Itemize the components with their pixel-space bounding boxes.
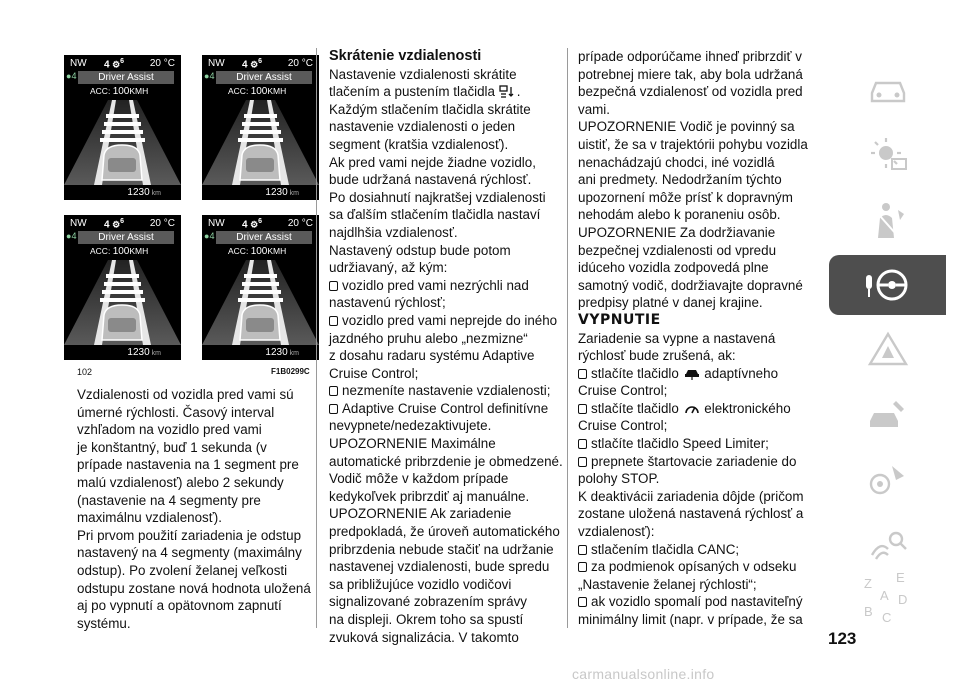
tab-safety[interactable] <box>829 190 946 250</box>
outside-temperature: 20 °C <box>287 218 313 229</box>
dashboard-panel <box>64 55 181 200</box>
distance-indicator: ●4 <box>204 231 215 241</box>
cruise-control-icon <box>683 402 701 415</box>
odometer: 1230 km <box>127 187 161 198</box>
svg-text:Z: Z <box>863 575 872 591</box>
alphabet-index-icon <box>858 570 918 626</box>
tab-dashboard[interactable] <box>829 60 946 120</box>
acc-readout: ACC: 100KMH <box>228 86 287 97</box>
page-number: 123 <box>828 629 857 648</box>
list-item: stlačíte tlačidlo Speed Limiter; <box>578 435 823 453</box>
compass-heading: NW <box>70 58 87 69</box>
odometer: 1230 km <box>127 347 161 358</box>
body-text-line: (nastavenie na 4 segmenty pre <box>77 492 261 508</box>
body-text-line: Pri prvom použití zariadenia je odstup <box>77 527 302 543</box>
tab-maintenance[interactable] <box>829 385 946 445</box>
svg-text:A: A <box>879 587 889 603</box>
list-item: stlačíte tlačidlo elektronického <box>578 400 823 418</box>
odometer: 1230 km <box>265 347 299 358</box>
multimedia-icon <box>866 525 910 565</box>
compass-heading: NW <box>208 58 225 69</box>
outside-temperature: 20 °C <box>149 218 175 229</box>
figure-number: 102 <box>77 367 93 377</box>
acc-readout: ACC: 100KMH <box>90 86 149 97</box>
driver-assist-bar: Driver Assist <box>216 231 312 244</box>
dashboard-panel <box>202 215 319 360</box>
tab-index[interactable] <box>829 565 946 630</box>
outside-temperature: 20 °C <box>149 58 175 69</box>
odometer: 1230 km <box>265 187 299 198</box>
steering-wheel-icon <box>860 263 916 307</box>
list-item: prepnete štartovacie zariadenie do <box>578 453 823 471</box>
warning-triangle-icon <box>866 330 910 370</box>
road-distance-graphic <box>202 100 319 185</box>
dashboard-panel <box>202 55 319 200</box>
distance-indicator: ●4 <box>66 71 77 81</box>
column-divider <box>567 48 568 628</box>
sun-light-icon <box>866 135 910 175</box>
body-text-line: systému. <box>77 615 131 631</box>
body-text-line: úmerné rýchlosti. Časový interval <box>77 404 275 420</box>
list-item: stlačením tlačidla CANC; <box>578 541 823 559</box>
list-item: vozidlo pred vami neprejde do iného <box>329 312 564 330</box>
body-text-line: odstup). Po zvolení želanej veľkosti <box>77 562 288 578</box>
dashboard-panel <box>64 215 181 360</box>
adaptive-cruise-icon <box>683 367 701 380</box>
driver-assist-bar: Driver Assist <box>216 71 312 84</box>
distance-indicator: ●4 <box>204 71 215 81</box>
body-text-line: aj po vypnutí a opätovnom zapnutí <box>77 598 282 614</box>
watermark: carmanualsonline.info <box>572 666 715 682</box>
driver-assist-bar: Driver Assist <box>78 71 174 84</box>
column-3: prípade odporúčame ihneď pribrzdiť v potrebnej miere tak, aby bola udržaná bezpečná vzdialenosť od vozidla pred vami. UPOZORNENIE Vodič je povinný sa uistiť, že sa v trajektórii pohybu vozidla nenachádzajú chodci, iné vozidlá ani predmety. Nedodržaním týchto upozornení môže prísť k dopravným nehodám alebo k poraneniu osôb. UPOZORNENIE Za dodržiavanie bezpečnej vzdialenosti od vpredu idúceho vozidla zodpovedá plne samotný vodič, dodržiavajte dopravné predpisy platné v danej krajine. VYPNUTIE Zariadenie sa vypne a nastavená rýchlosť bude zrušená, ak: stlačíte tlačidlo adaptívneho Cruise Control; stlačíte tlačidlo elektronického Cruise Control; stlačíte tlačidlo Speed Limiter; prepnete štartovacie zariadenie do polohy STOP. K deaktivácii zariadenia dôjde (pričom zostane uložená nastavená rýchlosť a vzdialenosť): stlačením tlačidla CANC; za podmienok opísaných v odseku „Nastavenie želanej rýchlosti“; ak vozidlo spomalí pod nastaviteľný minimálny limit (napr. v prípade, že sa <box>578 48 823 629</box>
body-text-line: Vzdialenosti od vozidla pred vami sú <box>77 387 294 402</box>
list-item: Adaptive Cruise Control definitívne <box>329 400 564 418</box>
svg-text:C: C <box>881 609 891 625</box>
tab-lights[interactable] <box>829 125 946 185</box>
gear-indicator: 4 ⚙$^6$ <box>242 218 263 231</box>
tab-technical-data[interactable] <box>829 450 946 510</box>
gear-indicator: 4 ⚙$^6$ <box>104 58 125 71</box>
distance-button-icon <box>499 85 517 98</box>
svg-text:D: D <box>897 591 907 607</box>
compass-heading: NW <box>208 218 225 229</box>
body-text-line: vzhľadom na vozidlo pred vami <box>77 422 262 438</box>
acc-readout: ACC: 100KMH <box>228 246 287 257</box>
tab-starting-driving[interactable] <box>829 255 946 315</box>
section-heading: VYPNUTIE <box>578 311 661 328</box>
body-text-line: je konštantný, buď 1 sekunda (v <box>77 439 267 455</box>
list-item: stlačíte tlačidlo adaptívneho <box>578 365 823 383</box>
column-2: Skrátenie vzdialenosti Nastavenie vzdialenosti skrátite tlačením a pustením tlačidla . Každým stlačením tlačidla skrátite nastavenie vzdialenosti o jeden segment (kratšia vzdialenosť). Ak pred vami nejde žiadne vozidlo, bude udržaná nastavená rýchlosť. Po dosiahnutí najkratšej vzdialenosti sa ďalším stlačením tlačidla nastaví najdlhšia vzdialenosť. Nastavený odstup bude potom udržiavaný, až kým: vozidlo pred vami nezrýchli nad nastavenú rýchlosť; vozidlo pred vami neprejde do iného jazdného pruhu alebo „nezmizne“ z dosahu radaru systému Adaptive Cruise Control; nezmeníte nastavenie vzdialenosti; Adaptive Cruise Control definitívne nevypnete/nedezaktivujete. UPOZORNENIE Maximálne automatické pribrzdenie je obmedzené. Vodič môže v každom prípade kedykoľvek pribrzdiť aj manuálne. UPOZORNENIE Ak zariadenie predpokladá, že úroveň automatického pribrzdenia nebude stačiť na udržanie nastavenej vzdialenosti, bude spredu sa približujúce vozidlo vodičovi signalizované zobrazením správy na displeji. Okrem toho sa spustí zvuková signalizácia. V takomto <box>329 48 563 645</box>
outside-temperature: 20 °C <box>287 58 313 69</box>
gear-indicator: 4 ⚙$^6$ <box>242 58 263 71</box>
body-text-line: maximálnu vzdialenosť). <box>77 510 222 526</box>
body-text-line: prípade nastavenia na 1 segment pre <box>77 457 299 473</box>
body-text-line: nastavený na 4 segmenty (maximálny <box>77 545 302 561</box>
car-service-icon <box>866 395 910 435</box>
section-heading: Skrátenie vzdialenosti <box>329 48 482 64</box>
distance-indicator: ●4 <box>66 231 77 241</box>
list-item: za podmienok opísaných v odseku <box>578 558 823 576</box>
road-distance-graphic <box>64 260 181 345</box>
seat-belt-icon <box>866 200 910 240</box>
list-item: vozidlo pred vami nezrýchli nad <box>329 277 564 295</box>
compass-heading: NW <box>70 218 87 229</box>
body-text-line: malú vzdialenosť) alebo 2 sekundy <box>77 474 284 490</box>
tab-emergency[interactable] <box>829 320 946 380</box>
road-distance-graphic <box>64 100 181 185</box>
list-item: nezmeníte nastavenie vzdialenosti; <box>329 382 564 400</box>
column-divider <box>316 48 317 628</box>
body-text-line: odstupu zostane nová hodnota uložená <box>77 580 311 596</box>
svg-text:E: E <box>895 569 905 585</box>
acc-readout: ACC: 100KMH <box>90 246 149 257</box>
technical-data-icon <box>866 460 910 500</box>
driver-assist-bar: Driver Assist <box>78 231 174 244</box>
gear-indicator: 4 ⚙$^6$ <box>104 218 125 231</box>
car-dashboard-icon <box>866 73 910 107</box>
list-item: ak vozidlo spomalí pod nastaviteľný <box>578 593 823 611</box>
figure-code: F1B0299C <box>271 367 310 376</box>
svg-text:B: B <box>863 603 873 619</box>
road-distance-graphic <box>202 260 319 345</box>
column-1 <box>77 386 312 632</box>
